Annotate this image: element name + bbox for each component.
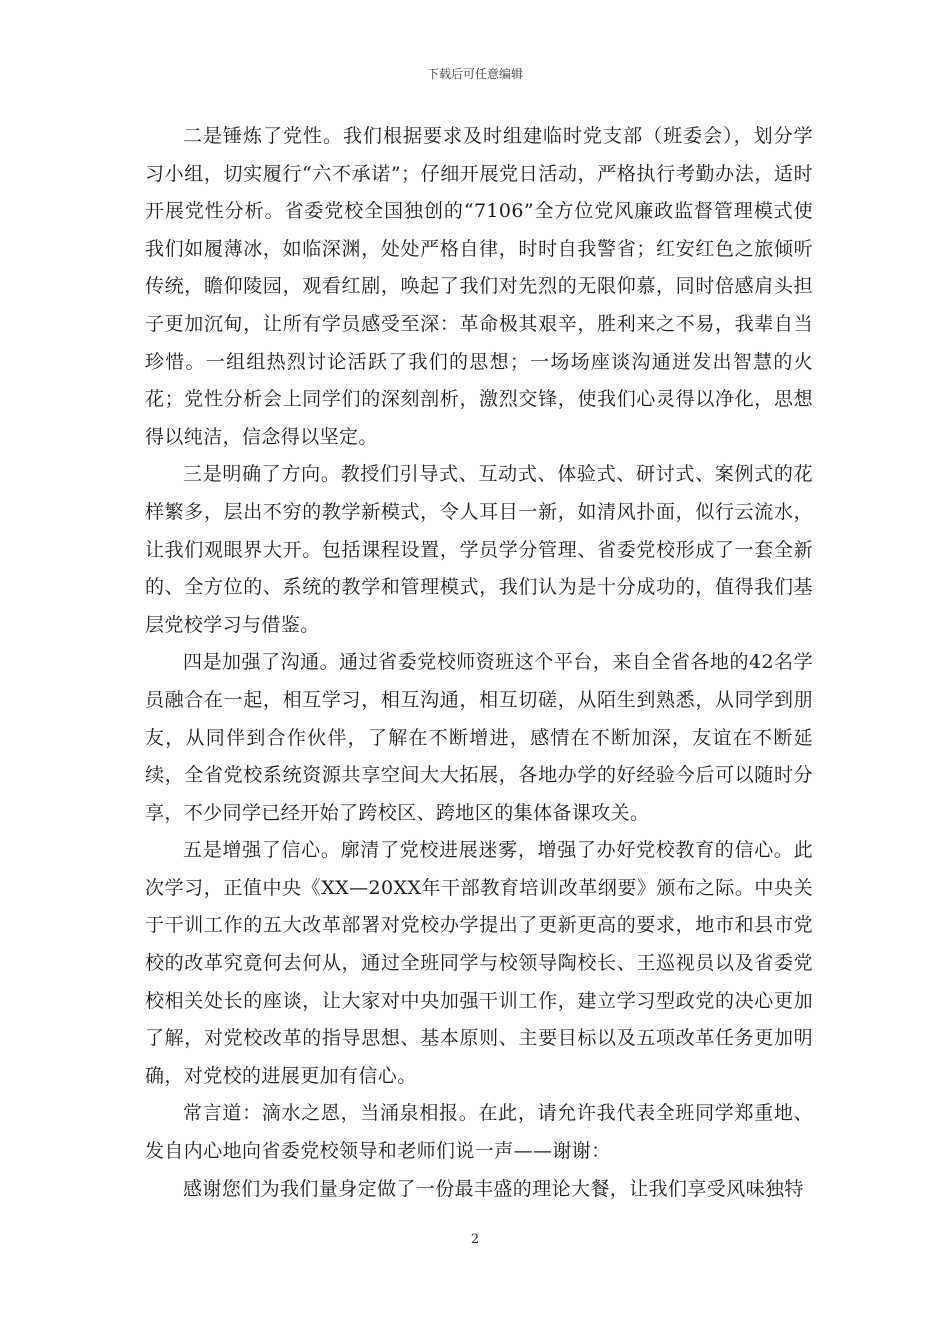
paragraph-communication: 四是加强了沟通。通过省委党校师资班这个平台，来自全省各地的42名学员融合在一起，相互学习，相互沟通，相互切磋，从陌生到熟悉，从同学到朋友，从同伴到合作伙伴，了解在不断增进，感情在不断加深，友谊在不断延续，全省党校系统资源共享空间大大拓展，各地办学的好经验今后可以随时分享，不少同学已经开始了跨校区、跨地区的集体备课攻关。 bbox=[145, 651, 813, 824]
page-header: 下载后可任意编辑 bbox=[426, 67, 523, 81]
paragraph-confidence: 五是增强了信心。廓清了党校进展迷雾，增强了办好党校教育的信心。此次学习，正值中央《XX—20XX年干部教育培训改革纲要》颁布之际。中央关于干训工作的五大改革部署对党校办学提出了更新更高的要求，地市和县市党校的改革究竟何去何从，通过全班同学与校领导陶校长、王巡视员以及省委党校相关处长的座谈，让大家对中央加强干训工作，建立学习型政党的决心更加了解，对党校改革的指导思想、基本原则、主要目标以及五项改革任务更加明确，对党校的进展更加有信心。 bbox=[145, 839, 813, 1087]
paragraph-gratitude-intro: 常言道：滴水之恩，当涌泉相报。在此，请允许我代表全班同学郑重地、发自内心地向省委党校领导和老师们说一声——谢谢： bbox=[145, 1102, 813, 1163]
page-number: 2 bbox=[470, 1232, 480, 1247]
paragraph-party-spirit: 二是锤炼了党性。我们根据要求及时组建临时党支部（班委会），划分学习小组，切实履行“六不承诺”；仔细开展党日活动，严格执行考勤办法，适时开展党性分析。省委党校全国独创的“7106”全方位党风廉政监督管理模式使我们如履薄冰，如临深渊，处处严格自律，时时自我警省；红安红色之旅倾听传统，瞻仰陵园，观看红剧，唤起了我们对先烈的无限仰慕，同时倍感肩头担子更加沉甸，让所有学员感受至深：革命极其艰辛，胜利来之不易，我辈自当珍惜。一组组热烈讨论活跃了我们的思想；一场场座谈沟通迸发出智慧的火花；党性分析会上同学们的深刻剖析，激烈交锋，使我们心灵得以净化，思想得以纯洁，信念得以坚定。 bbox=[145, 125, 813, 448]
document-body bbox=[145, 118, 813, 1208]
paragraph-direction: 三是明确了方向。教授们引导式、互动式、体验式、研讨式、案例式的花样繁多，层出不穷的教学新模式，令人耳目一新，如清风扑面，似行云流水，让我们观眼界大开。包括课程设置，学员学分管理、省委党校形成了一套全新的、全方位的、系统的教学和管理模式，我们认为是十分成功的，值得我们基层党校学习与借鉴。 bbox=[145, 463, 813, 636]
paragraph-thanks: 感谢您们为我们量身定做了一份最丰盛的理论大餐，让我们享受风味独特 bbox=[183, 1177, 804, 1200]
